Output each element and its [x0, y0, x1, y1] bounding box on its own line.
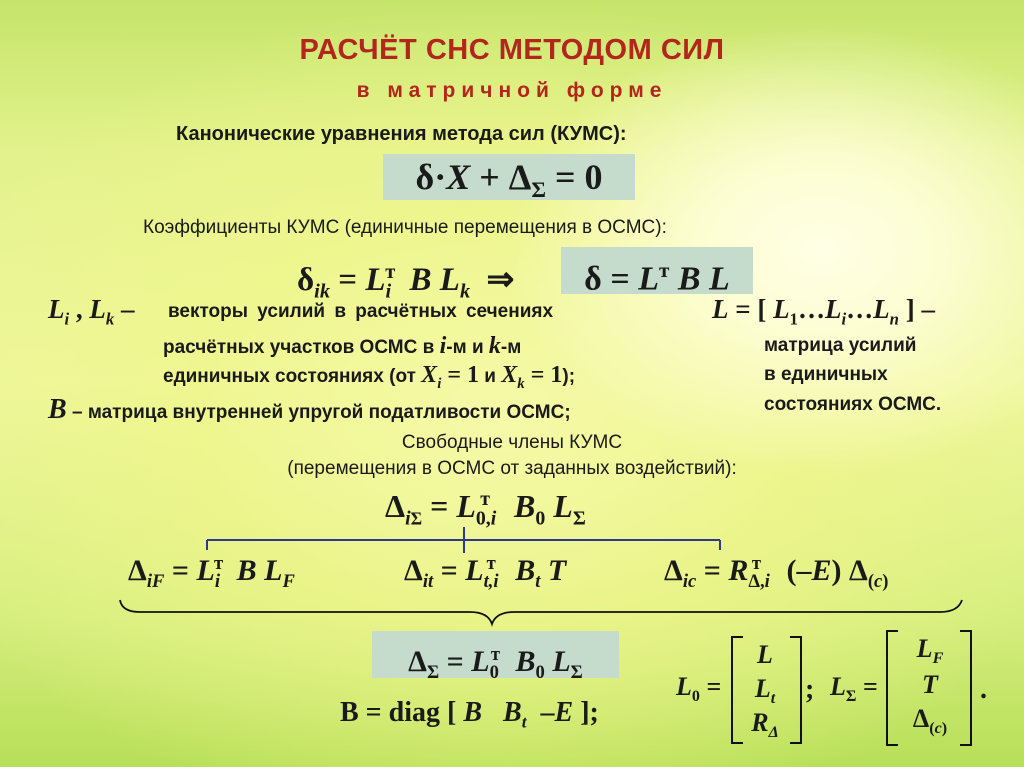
l-matrix-definition: L = [ $L_1\dots L_i\dots L_n$ ] – — [712, 294, 935, 329]
free-terms-heading-line2: (перемещения в ОСМС от заданных воздействий): — [287, 458, 737, 479]
delta-ic-formula: $\Delta_{ic} = R_{\Delta,i}^т$ (–E) $\Delta_{(c)}$ — [664, 553, 889, 592]
delta-i-sigma-formula: $\Delta_{i\Sigma} = L_{0,i}^т$ $B_0$ $L_\Sigma$ — [385, 488, 586, 530]
page-subtitle: в матричной форме — [356, 79, 668, 102]
delta-iF-formula: $\Delta_{iF} = L_i^т$ B $L_F$ — [128, 553, 295, 592]
delta-matrix-formula: $\delta = L^т$ B L — [561, 247, 753, 294]
delta-it-formula: $\Delta_{it} = L_{t,i}^т$ $B_t$ T — [404, 553, 567, 592]
l-desc-line3: состояниях ОСМС. — [764, 394, 942, 415]
li-lk-desc-line3: единичных состояниях (от $X_i = 1$ и $X_k = 1$); — [163, 362, 576, 392]
lsigma-matrix: $L_F$ T $\Delta_{(c)}$ — [912, 634, 948, 738]
page-title: РАСЧЁТ СНС МЕТОДОМ СИЛ — [299, 34, 725, 66]
l0-matrix: L $L_t$ $R_\Delta$ — [751, 640, 779, 742]
b-description: B – матрица внутренней упругой податливости ОСМС; — [48, 394, 571, 425]
l-desc-line2: в единичных — [764, 364, 888, 385]
period: . — [980, 674, 987, 705]
coefficients-heading: Коэффициенты КУМС (единичные перемещения в ОСМС): — [143, 217, 667, 238]
li-lk-desc-line1: векторы усилий в расчётных сечениях — [168, 301, 554, 322]
delta-sigma-formula: $\Delta_\Sigma = L_0^т$ $B_0$ $L_\Sigma$ — [372, 631, 619, 678]
l-desc-line1: матрица усилий — [764, 335, 917, 356]
l0-label: $L_0$ = — [676, 672, 722, 706]
li-lk-symbols: $L_i$ , $L_k$ – — [48, 294, 135, 329]
canonical-heading: Канонические уравнения метода сил (КУМС): — [176, 123, 627, 145]
canonical-equation: $\delta\cdot X + \Delta_\Sigma = 0$ — [383, 154, 635, 200]
lsigma-label: $L_\Sigma$ = — [830, 672, 878, 706]
separator: ; — [805, 674, 815, 705]
b-diag-formula: B = diag [ B $B_t$ –E ]; — [340, 697, 599, 732]
free-terms-heading-line1: Свободные члены КУМС — [401, 432, 623, 453]
li-lk-desc-line2: расчётных участков ОСМС в i-м и k-м — [163, 333, 522, 359]
delta-ik-formula: $\delta_{ik} = L_i^т$ B $L_k$ ⇒ — [297, 261, 515, 303]
